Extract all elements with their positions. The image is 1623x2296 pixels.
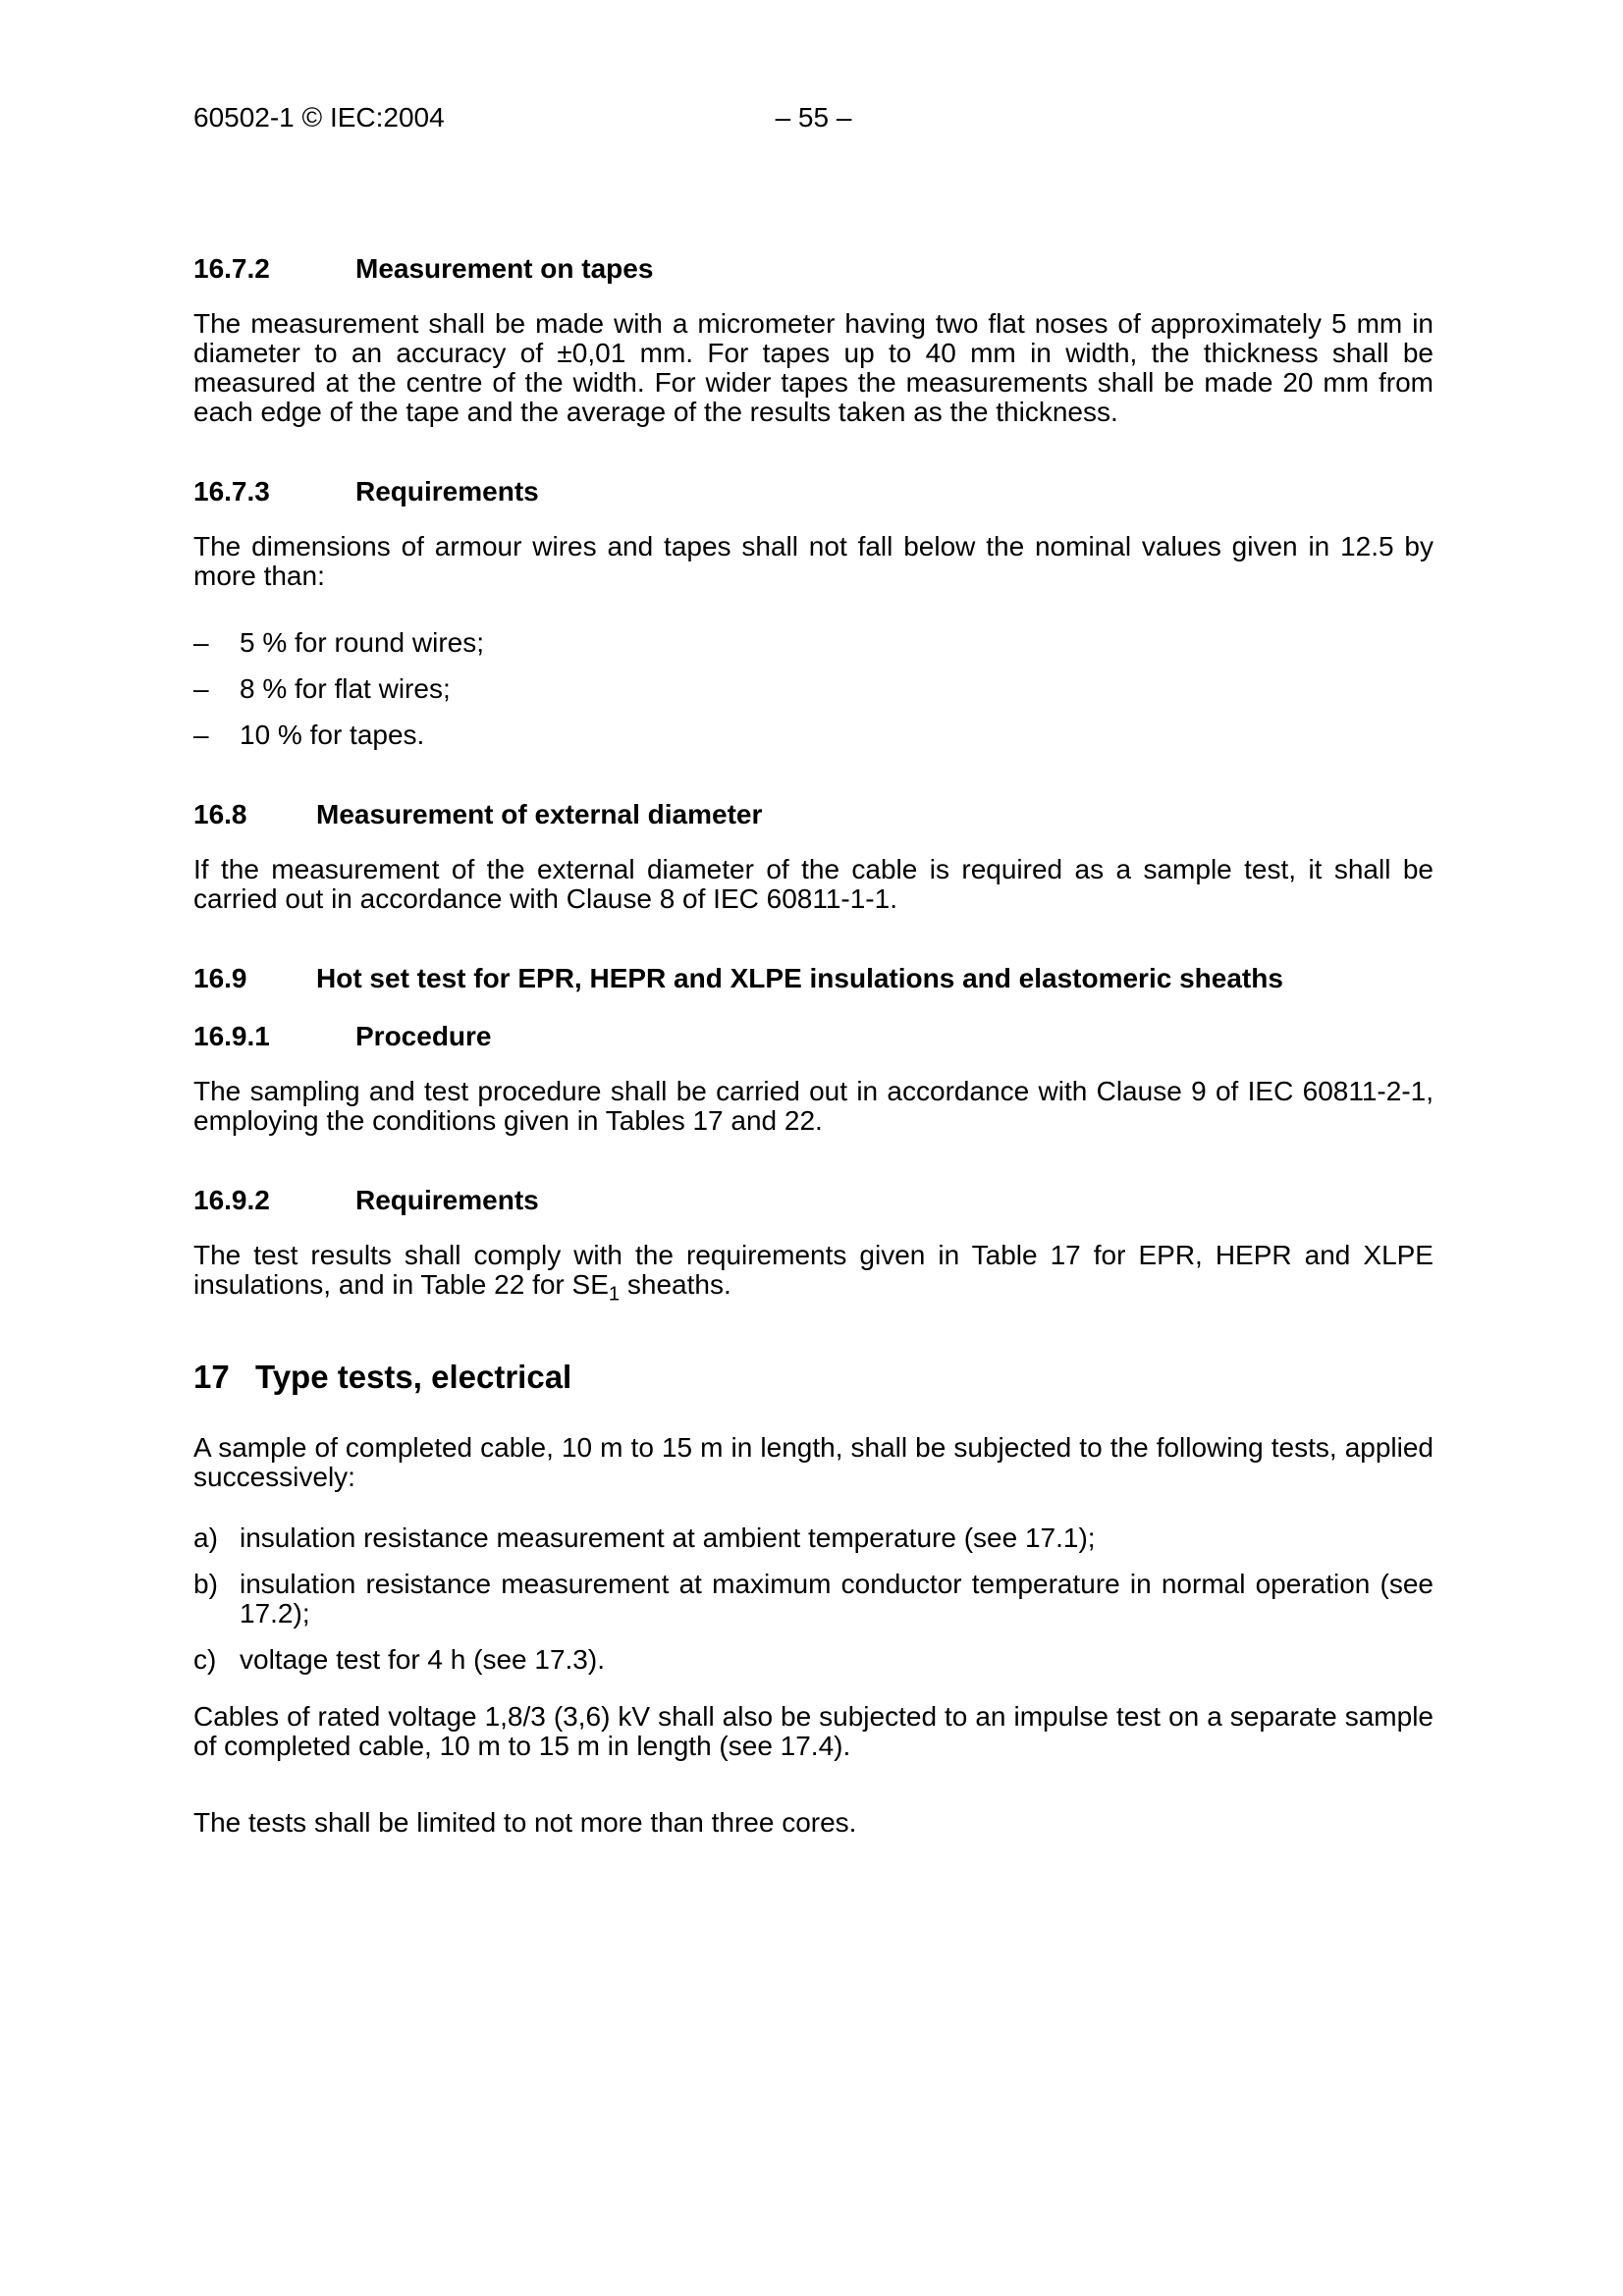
document-body: [193, 253, 1434, 1838]
paragraph-16-7-2: The measurement shall be made with a micrometer having two flat noses of approximately 5 mm in diameter to an accuracy of ±0,01 mm. For tapes up to 40 mm in width, the thickness shall be measured at the centre of the width. For wider tapes the measurements shall be made 20 mm from each edge of the tape and the average of the results taken as the thickness.: [193, 308, 1434, 427]
paragraph-text: sheaths.: [620, 1269, 731, 1300]
list-item: [193, 1523, 1434, 1553]
heading-title: Type tests, electrical: [255, 1359, 572, 1395]
paragraph-17-impulse: Cables of rated voltage 1,8/3 (3,6) kV shall also be subjected to an impulse test on a separate sample of completed cable, 10 m to 15 m in length (see 17.4).: [193, 1701, 1434, 1761]
heading-17: [193, 1359, 1434, 1396]
list-item: [193, 721, 1434, 750]
paragraph-17-cores: The tests shall be limited to not more than three cores.: [193, 1807, 857, 1838]
heading-title: Requirements: [355, 476, 539, 507]
heading-16-9-1: [193, 1021, 1434, 1051]
letter-marker: a): [193, 1522, 218, 1553]
subscript-text: 1: [608, 1283, 621, 1306]
heading-number: 16.8: [193, 799, 247, 829]
page-header: [193, 103, 1434, 133]
list-item-text: voltage test for 4 h (see 17.3).: [240, 1644, 605, 1675]
heading-16-7-3: [193, 476, 1434, 507]
heading-title: Measurement on tapes: [355, 253, 654, 284]
dash-marker: –: [193, 627, 209, 658]
heading-16-8: [193, 799, 1434, 829]
heading-16-9-2: [193, 1185, 1434, 1215]
dash-marker: –: [193, 673, 209, 704]
paragraph-16-7-3: The dimensions of armour wires and tapes shall not fall below the nominal values given in 12.5 by more than:: [193, 531, 1434, 591]
paragraph-16-9-2: [193, 1240, 1434, 1306]
list-item: [193, 628, 1434, 658]
heading-number: 17: [193, 1359, 230, 1395]
paragraph-16-9-1: The sampling and test procedure shall be carried out in accordance with Clause 9 of IEC 60811-2-1, employing the conditions given in Tables 17 and 22.: [193, 1076, 1434, 1136]
paragraph-17-intro: A sample of completed cable, 10 m to 15 m in length, shall be subjected to the following tests, applied successively:: [193, 1432, 1434, 1492]
list-item: [193, 1645, 1434, 1675]
heading-number: 16.9: [193, 963, 247, 993]
heading-number: 16.7.2: [193, 253, 270, 284]
list-item-text: 10 % for tapes.: [240, 720, 425, 750]
list-item: [193, 674, 1434, 704]
list-item-text: insulation resistance measurement at ambient temperature (see 17.1);: [240, 1522, 1096, 1553]
letter-list: [193, 1523, 1434, 1675]
heading-number: 16.7.3: [193, 476, 270, 507]
list-item-text: insulation resistance measurement at maximum conductor temperature in normal operation (see 17.2);: [240, 1569, 1434, 1629]
heading-title: Hot set test for EPR, HEPR and XLPE insulations and elastomeric sheaths: [316, 963, 1283, 993]
heading-number: 16.9.2: [193, 1185, 270, 1215]
heading-number: 16.9.1: [193, 1021, 270, 1051]
dash-marker: –: [193, 720, 209, 750]
list-item: [193, 1570, 1434, 1629]
document-reference: 60502-1 © IEC:2004: [193, 102, 445, 133]
heading-title: Measurement of external diameter: [316, 799, 763, 829]
paragraph-16-8: If the measurement of the external diameter of the cable is required as a sample test, it shall be carried out in accordance with Clause 8 of IEC 60811-1-1.: [193, 854, 1434, 914]
paragraph-text: The test results shall comply with the requirements given in Table 17 for EPR, HEPR and XLPE insulations, and in Table 22 for SE: [193, 1240, 1434, 1300]
letter-marker: c): [193, 1644, 217, 1675]
heading-16-7-2: [193, 253, 1434, 284]
list-item-text: 5 % for round wires;: [240, 627, 484, 658]
dash-list: [193, 628, 1434, 750]
list-item-text: 8 % for flat wires;: [240, 673, 451, 704]
heading-title: Procedure: [355, 1021, 492, 1051]
heading-title: Requirements: [355, 1185, 539, 1215]
letter-marker: b): [193, 1569, 218, 1599]
heading-16-9: [193, 963, 1434, 993]
page-number: – 55 –: [775, 102, 852, 133]
